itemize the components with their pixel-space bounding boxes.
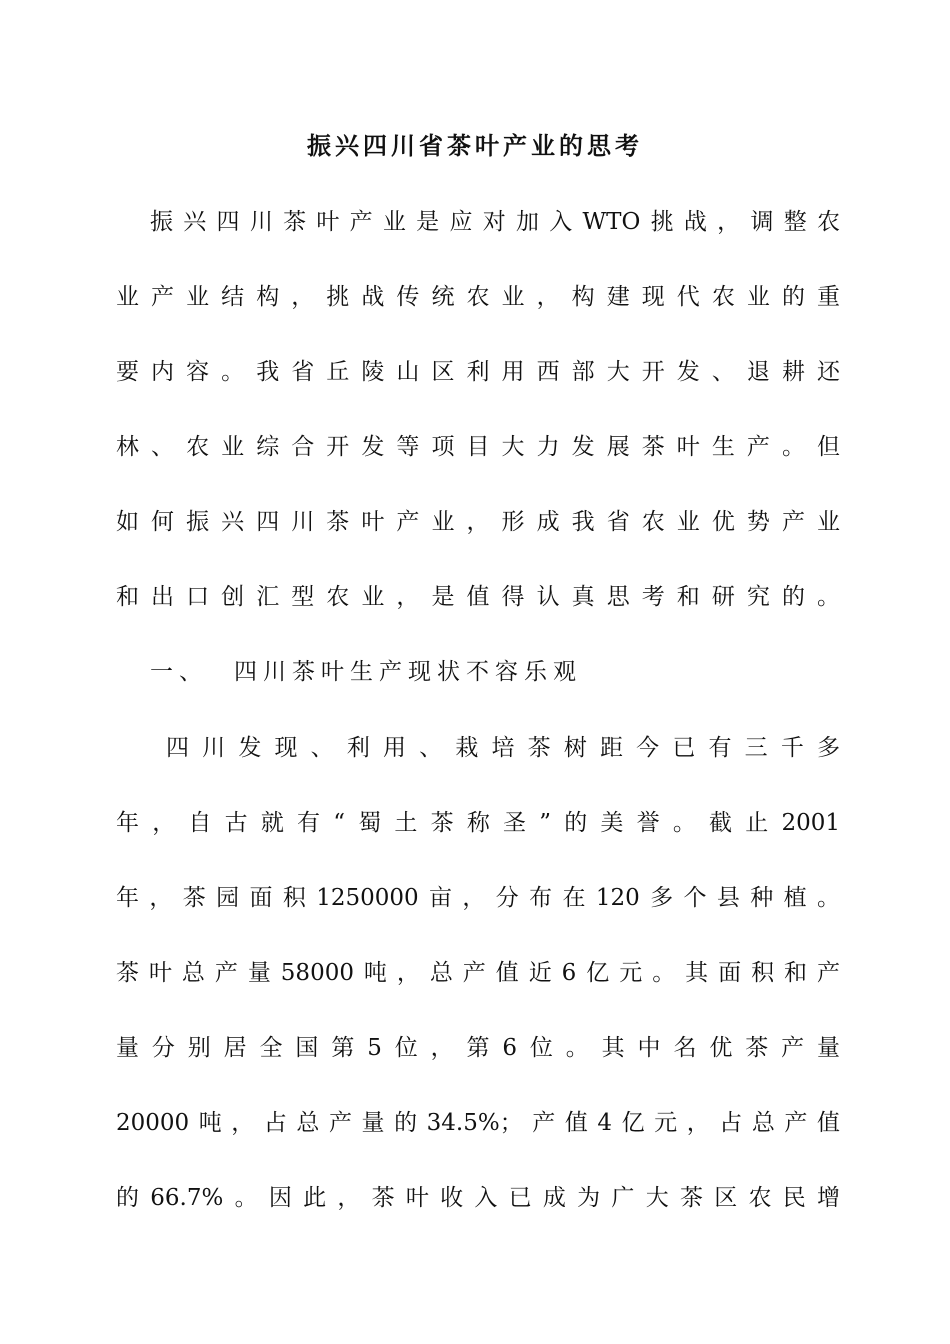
paragraph-line: 的66.7%。因此，茶叶收入已成为广大茶区农民增 — [116, 1185, 840, 1211]
section-heading — [150, 655, 582, 689]
paragraph-line: 和出口创汇型农业，是值得认真思考和研究的。 — [116, 584, 840, 610]
paragraph-line: 茶叶总产量58000吨，总产值近6亿元。其面积和产 — [116, 960, 840, 986]
paragraph-line: 业产业结构，挑战传统农业，构建现代农业的重 — [116, 284, 840, 310]
paragraph-line: 四川发现、利用、栽培茶树距今已有三千多 — [166, 735, 840, 761]
section-number: 一、 — [150, 659, 208, 685]
document-title: 振兴四川省茶叶产业的思考 — [307, 131, 643, 160]
paragraph-line: 林、农业综合开发等项目大力发展茶叶生产。但 — [116, 434, 840, 460]
paragraph-line: 年，茶园面积1250000亩，分布在120多个县种植。 — [116, 885, 840, 911]
paragraph-line: 振兴四川茶叶产业是应对加入WTO挑战，调整农 — [150, 209, 840, 235]
paragraph-line: 20000吨，占总产量的34.5%；产值4亿元，占总产值 — [116, 1110, 840, 1136]
paragraph-line: 年，自古就有“蜀土茶称圣”的美誉。截止2001 — [116, 810, 840, 836]
paragraph-line: 如何振兴四川茶叶产业，形成我省农业优势产业 — [116, 509, 840, 535]
paragraph-line: 量分别居全国第5位，第6位。其中名优茶产量 — [116, 1035, 840, 1061]
paragraph-line: 要内容。我省丘陵山区利用西部大开发、退耕还 — [116, 359, 840, 385]
section-heading-text: 四川茶叶生产现状不容乐观 — [234, 659, 582, 685]
